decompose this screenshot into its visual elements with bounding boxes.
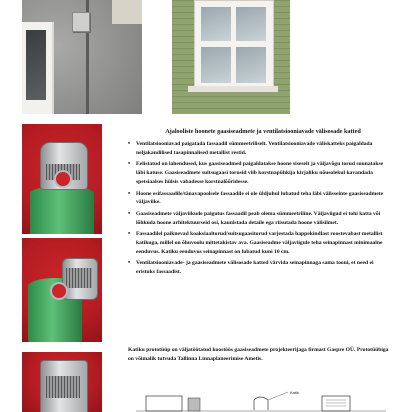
drawing-cap-side <box>188 398 200 411</box>
roof-edge <box>112 0 142 24</box>
guideline-document <box>122 124 400 412</box>
drawing-leader-line <box>268 392 288 400</box>
drawing-label: Katik <box>290 390 299 395</box>
photo-vent-cap-prototype-2 <box>22 238 102 342</box>
guideline-bullet: • Gaasiseadmete väljaviikude paigutus fassaadil peab olema sümmeetriline. Väljaviigud ei tohi katta või lõhkuda hoone arhitektuurseid osi, kaunistada detaile ega riisutada hoone välisilmet. <box>128 210 390 227</box>
document-title: Ajalooliste hoonete gaasiseadmete ja ventilatsiooniavade välisosade katted <box>165 128 361 135</box>
photo-vent-cap-prototype-1 <box>22 124 102 234</box>
photo-grey-wall-with-vent <box>22 0 142 114</box>
guideline-bullet: • Ventilatsiooniavade- ja gaasiseadmete välisosade katted värvida seinapinnaga sama tooni, et need ei eristuks fassaadist. <box>128 259 390 276</box>
window-sill <box>188 86 278 92</box>
vent-cap-technical-drawing <box>136 388 386 412</box>
window-glass <box>26 30 46 100</box>
facade-window <box>194 0 274 90</box>
guideline-bullet: • Hoone esifassaadile/tänavapoolsele fassaadile ei ole üldjuhul lubatud teha läbi välisseinte gaasiseadmete väljaviike. <box>128 190 390 207</box>
drawing-cap-profile <box>254 397 268 410</box>
photo-green-facade-window <box>172 0 290 114</box>
guideline-bullet-list <box>128 140 390 280</box>
guideline-bullet: • Eelistatud on lahendused, kus gaasiseadmed paigaldatakse hoone siseselt ja väljavõgu torud suunatakse läbi katuse. Gaasiseadmete suitsugaasi torusid viib korstnapühkija kirjaliku nõusolekul kavandada spetsiaalses hülsis vabadesse korstnalõõridesse. <box>128 160 390 186</box>
drawing-wall-section <box>146 396 182 411</box>
drawing-front-view <box>322 396 350 411</box>
photo-vent-cap-prototype-3 <box>22 352 102 412</box>
wall-vent-cover <box>72 12 90 32</box>
guideline-bullet: • Ventilatsiooniavad paigatada fassaadil sümmeetriliselt. Ventilatsiooniavade väliskatteks paigaldada neljakandilised tasapinnalised metallist restid. <box>128 140 390 157</box>
prototype-note: Katiku prototüüp on väljatöötatud koostöös gaasiseadmete projekteerijaga firmast Gaspre OÜ. Prototüübiga on võimalik tutvuda Tallinna Linnaplaneerimise Ametis. <box>128 347 389 362</box>
guideline-bullet: • Fassaadilel paiknevad koaksiaaltorud/suitsugaasitorud varjestada happekindlast roostevabast metallist katikuga, millel on õhuvoolu mittetakistav ava. Gaasiseadme väljaviigule teha seinapinnast minimaalne eenduvus. Katiku eenduvus seinapinnast on lubatud kuni 10 cm. <box>128 230 390 256</box>
